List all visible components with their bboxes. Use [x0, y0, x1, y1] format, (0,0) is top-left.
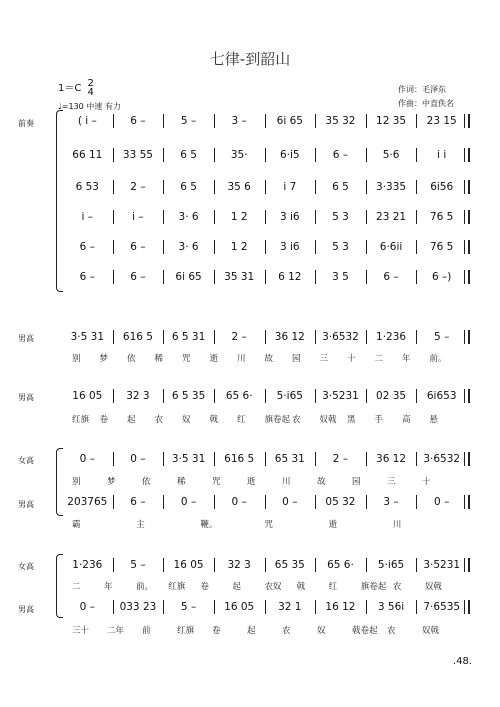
measure: 05 32	[325, 496, 356, 508]
measure: 02 35	[376, 390, 407, 402]
barline	[163, 389, 164, 403]
measure: 3· 6	[178, 241, 199, 253]
lyric-syllable: 逝	[247, 477, 256, 487]
barline	[464, 210, 470, 224]
lyric-syllable: 前。	[136, 582, 154, 592]
barline	[163, 452, 164, 466]
measure: i –	[132, 211, 144, 223]
measure: 65 35	[274, 559, 305, 571]
measure: 3 –	[231, 115, 247, 127]
barline	[265, 210, 266, 224]
barline	[265, 495, 266, 509]
barline	[416, 240, 417, 254]
measure: 1·236	[72, 559, 103, 571]
lyric-syllable: 依	[142, 477, 151, 487]
barline	[315, 452, 316, 466]
measure: 32 3	[227, 559, 251, 571]
barline	[315, 495, 316, 509]
measure: 6 –	[383, 271, 399, 283]
measure: 0 –	[130, 453, 146, 465]
barline	[113, 210, 114, 224]
lyric-syllable: 依	[127, 354, 136, 364]
lyric-syllable: 农	[282, 626, 291, 636]
measure: 3·5231	[423, 559, 461, 571]
barline	[464, 558, 470, 572]
barline	[366, 495, 367, 509]
barline	[265, 558, 266, 572]
lyric-syllable: 奴	[317, 626, 326, 636]
lyric-syllable: 二	[374, 354, 384, 364]
label-female-3: 女高	[18, 456, 34, 465]
lyric-syllable: 农	[154, 415, 164, 425]
measure: 6 5	[332, 181, 349, 193]
measure: 6i653	[426, 390, 457, 402]
measure: 3 i6	[280, 241, 300, 253]
barline	[366, 148, 367, 162]
lyrics-row-4b	[62, 624, 467, 636]
barline	[113, 180, 114, 194]
barline	[315, 558, 316, 572]
barline	[315, 148, 316, 162]
measure: 65 6·	[225, 390, 253, 402]
lyric-syllable: 奴戟	[422, 626, 440, 636]
barline	[416, 495, 417, 509]
measure: 12 35	[376, 115, 407, 127]
lyric-syllable: 梦	[107, 477, 116, 487]
measure: 6i 65	[175, 271, 202, 283]
label-male-4: 男高	[18, 605, 34, 614]
measure: 0 –	[282, 496, 298, 508]
lyric-syllable: 前。	[429, 354, 447, 364]
measure: 6 –	[130, 241, 146, 253]
barline	[416, 270, 417, 284]
intro-row-1	[62, 112, 467, 130]
barline	[214, 180, 215, 194]
lyric-syllable: 卷	[99, 415, 109, 425]
barline	[214, 558, 215, 572]
barline	[416, 600, 417, 614]
lyric-syllable: 奴	[182, 415, 191, 425]
lyric-syllable: 奴戟	[319, 415, 337, 425]
lyric-syllable: 逝	[328, 520, 338, 530]
barline	[163, 114, 164, 128]
measure: 5·6	[382, 149, 400, 161]
lyric-syllable: 川	[282, 477, 291, 487]
lyric-syllable: 故	[264, 354, 274, 364]
lyric-syllable: 红旗	[177, 626, 195, 636]
measure: 1 2	[230, 211, 248, 223]
barline	[366, 240, 367, 254]
measure: 3· 6	[178, 211, 199, 223]
measure: 5·i65	[276, 390, 303, 402]
barline	[214, 452, 215, 466]
lyric-syllable: 高	[402, 415, 411, 425]
measure: 35 31	[224, 271, 255, 283]
intro-brace	[56, 110, 63, 292]
barline	[464, 114, 470, 128]
measure: 66 11	[72, 149, 103, 161]
measure: 6 5 35	[171, 390, 206, 402]
measure: 3·5 31	[70, 331, 105, 343]
measure: 65 31	[274, 453, 305, 465]
barline	[416, 452, 417, 466]
barline	[214, 270, 215, 284]
barline	[265, 330, 266, 344]
measure: 6 –	[79, 241, 95, 253]
barline	[163, 180, 164, 194]
barline	[416, 180, 417, 194]
time-signature	[88, 79, 94, 97]
barline	[366, 600, 367, 614]
barline	[315, 114, 316, 128]
intro-row-6	[62, 268, 467, 286]
barline	[416, 330, 417, 344]
lyric-syllable: 十	[347, 354, 356, 364]
lyric-syllable: 农	[392, 582, 402, 592]
brace-4	[56, 554, 63, 618]
lyric-syllable: 咒	[182, 354, 191, 364]
lyric-syllable: 戟卷起	[352, 626, 378, 636]
measure: 2 –	[130, 181, 146, 193]
lyric-syllable: 农	[387, 626, 396, 636]
lyric-syllable: 起	[247, 626, 256, 636]
measure: 6 –	[130, 271, 146, 283]
melody-row-1	[62, 328, 467, 346]
measure: 616 5	[224, 453, 255, 465]
measure: 203765	[67, 496, 108, 508]
measure: 3·6532	[423, 453, 461, 465]
measure: 6 5	[180, 181, 197, 193]
intro-row-5	[62, 238, 467, 256]
measure: 6 –	[332, 149, 349, 161]
measure: 7·6535	[423, 601, 461, 613]
measure: 23 21	[376, 211, 407, 223]
barline	[366, 389, 367, 403]
lyric-syllable: 二年	[107, 626, 125, 636]
lyric-syllable: 悬	[429, 415, 439, 425]
barline	[265, 452, 266, 466]
barline	[163, 148, 164, 162]
measure: 6 53	[75, 181, 99, 193]
barline	[163, 558, 164, 572]
barline	[265, 240, 266, 254]
measure: 5 –	[180, 115, 197, 127]
barline	[214, 210, 215, 224]
barline	[315, 389, 316, 403]
barline	[214, 330, 215, 344]
lyric-syllable: 十	[422, 477, 431, 487]
measure: 6i56	[430, 181, 454, 193]
measure: 5 3	[332, 241, 349, 253]
tempo-marking: ♩=130 中速 有力	[58, 102, 121, 111]
key-text: 1＝C	[58, 83, 82, 94]
measure: 616 5	[122, 331, 153, 343]
lyric-syllable: 卷	[200, 582, 209, 592]
measure: 1·236	[376, 331, 407, 343]
barline	[464, 148, 470, 162]
measure: 6 12	[278, 271, 302, 283]
barline	[366, 452, 367, 466]
measure: 5 –	[130, 559, 146, 571]
lyric-syllable: 红旗	[168, 582, 186, 592]
barline	[214, 240, 215, 254]
measure: 35·	[230, 149, 248, 161]
barline	[214, 600, 215, 614]
melody-row-2	[62, 387, 467, 405]
lyric-syllable: 咒	[212, 477, 221, 487]
lyric-syllable: 农奴	[264, 582, 282, 592]
lyrics-row-1	[62, 352, 467, 364]
measure: 0 –	[434, 496, 450, 508]
measure: 3 i6	[280, 211, 300, 223]
lyric-syllable: 主	[136, 520, 145, 530]
barline	[366, 558, 367, 572]
barline	[366, 270, 367, 284]
measure: 5·i65	[377, 559, 405, 571]
barline	[265, 270, 266, 284]
male-row-3	[62, 493, 467, 511]
lyric-syllable: 旗卷起	[264, 415, 291, 425]
measure: 16 05	[224, 601, 255, 613]
measure: i –	[81, 211, 94, 223]
barline	[416, 148, 417, 162]
measure: 033 23	[119, 601, 157, 613]
measure: 33 55	[122, 149, 153, 161]
barline	[416, 389, 417, 403]
measure: 2 –	[231, 331, 247, 343]
barline	[315, 600, 316, 614]
barline	[464, 495, 470, 509]
barline	[113, 148, 114, 162]
credits	[398, 83, 454, 111]
measure: 5 –	[434, 331, 450, 343]
label-female-4: 女高	[18, 562, 34, 571]
lyric-syllable: 霸	[72, 520, 81, 530]
barline	[464, 270, 470, 284]
barline	[163, 600, 164, 614]
barline	[113, 330, 114, 344]
measure: 23 15	[426, 115, 457, 127]
measure: 3·5231	[322, 390, 359, 402]
measure: 3 5	[332, 271, 349, 283]
measure: 16 05	[173, 559, 204, 571]
barline	[464, 452, 470, 466]
measure: ( i –	[77, 115, 97, 127]
song-title: 七律-到韶山	[209, 50, 291, 68]
lyric-syllable: 别	[72, 477, 81, 487]
lyric-syllable: 咒	[264, 520, 274, 530]
lyric-syllable: 起	[232, 582, 241, 592]
measure: 6·6ii	[379, 241, 403, 253]
barline	[163, 270, 164, 284]
barline	[366, 114, 367, 128]
lyric-syllable: 逝	[209, 354, 219, 364]
barline	[265, 180, 266, 194]
measure: 16 05	[72, 390, 103, 402]
barline	[315, 330, 316, 344]
measure: 2 –	[332, 453, 349, 465]
measure: 76 5	[429, 211, 454, 223]
measure: 32 3	[126, 390, 150, 402]
label-male-2: 男高	[18, 393, 34, 402]
lyric-syllable: 红	[328, 582, 338, 592]
lyric-syllable: 红	[237, 415, 246, 425]
page-number: .48.	[452, 656, 472, 667]
barline	[366, 330, 367, 344]
barline	[416, 210, 417, 224]
measure: 35 6	[227, 181, 251, 193]
measure: 3 –	[383, 496, 399, 508]
male-row-4	[62, 598, 467, 616]
measure: 5 –	[180, 601, 197, 613]
measure: 32 1	[278, 601, 302, 613]
measure: 0 –	[79, 601, 95, 613]
intro-row-3	[62, 178, 467, 196]
lyric-syllable: 三	[319, 354, 329, 364]
lyric-syllable: 别	[72, 354, 81, 364]
measure: 0 –	[180, 496, 197, 508]
lyric-syllable: 红旗	[72, 415, 90, 425]
brace-3	[56, 448, 63, 516]
measure: 3·6532	[322, 331, 359, 343]
composer: 作曲：中直佚名	[398, 99, 454, 108]
lyric-syllable: 旗卷起	[360, 582, 387, 592]
measure: 3·335	[376, 181, 407, 193]
lyric-syllable: 稀	[177, 477, 186, 487]
barline	[113, 270, 114, 284]
time-numerator: 2	[87, 78, 94, 89]
lyrics-row-3b	[62, 518, 467, 530]
lyric-syllable: 园	[352, 477, 361, 487]
barline	[113, 452, 114, 466]
lyric-syllable: 年	[104, 582, 113, 592]
measure: 6 –	[130, 115, 146, 127]
barline	[464, 180, 470, 194]
barline	[113, 114, 114, 128]
barline	[214, 495, 215, 509]
intro-row-2	[62, 146, 467, 164]
lyrics-row-2	[62, 413, 467, 425]
measure: 1 2	[230, 241, 248, 253]
barline	[464, 330, 470, 344]
barline	[265, 114, 266, 128]
barline	[366, 180, 367, 194]
barline	[464, 600, 470, 614]
measure: 6 5	[180, 149, 197, 161]
lyric-syllable: 稀	[154, 354, 164, 364]
measure: 16 12	[325, 601, 356, 613]
lyrics-row-3a	[62, 475, 467, 487]
barline	[464, 389, 470, 403]
measure: 5 3	[332, 211, 349, 223]
label-male-1: 男高	[18, 334, 34, 343]
time-denominator: 4	[87, 87, 94, 98]
barline	[265, 389, 266, 403]
barline	[315, 240, 316, 254]
barline	[416, 114, 417, 128]
female-row-3	[62, 450, 467, 468]
barline	[163, 495, 164, 509]
barline	[163, 240, 164, 254]
barline	[265, 600, 266, 614]
barline	[113, 495, 114, 509]
barline	[113, 600, 114, 614]
lyrics-row-4a	[62, 580, 467, 592]
lyric-syllable: 二	[72, 582, 81, 592]
lyric-syllable: 故	[317, 477, 326, 487]
barline	[163, 210, 164, 224]
measure: 36 12	[274, 331, 305, 343]
measure: 0 –	[79, 453, 95, 465]
lyric-syllable: 梦	[99, 354, 109, 364]
measure: 3·5 31	[171, 453, 206, 465]
measure: 65 6·	[327, 559, 354, 571]
barline	[113, 389, 114, 403]
barline	[163, 330, 164, 344]
barline	[315, 210, 316, 224]
lyric-syllable: 年	[402, 354, 411, 364]
label-male-3: 男高	[18, 500, 34, 509]
measure: 3 56i	[377, 601, 405, 613]
intro-label: 前奏	[18, 119, 34, 128]
measure: 6 5 31	[171, 331, 206, 343]
female-row-4	[62, 556, 467, 574]
barline	[214, 389, 215, 403]
measure: 6 –)	[432, 271, 452, 283]
lyric-syllable: 三十	[72, 626, 90, 636]
measure: i i	[437, 149, 447, 161]
lyric-syllable: 戟	[296, 582, 306, 592]
intro-row-4	[62, 208, 467, 226]
barline	[464, 240, 470, 254]
barline	[265, 148, 266, 162]
barline	[113, 558, 114, 572]
lyric-syllable: 手	[374, 415, 384, 425]
key-signature	[58, 79, 94, 97]
lyric-syllable: 园	[292, 354, 301, 364]
measure: 35 32	[325, 115, 356, 127]
barline	[315, 180, 316, 194]
measure: 76 5	[429, 241, 454, 253]
measure: 6i 65	[276, 115, 303, 127]
lyric-syllable: 川	[237, 354, 246, 364]
measure: 6 –	[79, 271, 95, 283]
lyric-syllable: 黑	[347, 415, 356, 425]
measure: 6 –	[130, 496, 146, 508]
barline	[214, 114, 215, 128]
barline	[214, 148, 215, 162]
lyric-syllable: 奴戟	[424, 582, 442, 592]
lyric-syllable: 三	[387, 477, 396, 487]
lyric-syllable: 农	[292, 415, 301, 425]
lyric-syllable: 戟	[209, 415, 219, 425]
barline	[113, 240, 114, 254]
measure: 0 –	[231, 496, 247, 508]
measure: 6·i5	[280, 149, 300, 161]
lyric-syllable: 前	[142, 626, 151, 636]
lyric-syllable: 鞭。	[200, 520, 218, 530]
lyric-syllable: 川	[392, 520, 402, 530]
barline	[366, 210, 367, 224]
measure: 36 12	[376, 453, 407, 465]
barline	[416, 558, 417, 572]
measure: i 7	[283, 181, 297, 193]
lyric-syllable: 卷	[212, 626, 221, 636]
lyricist: 作词：毛泽东	[398, 85, 446, 94]
barline	[315, 270, 316, 284]
lyric-syllable: 起	[127, 415, 136, 425]
